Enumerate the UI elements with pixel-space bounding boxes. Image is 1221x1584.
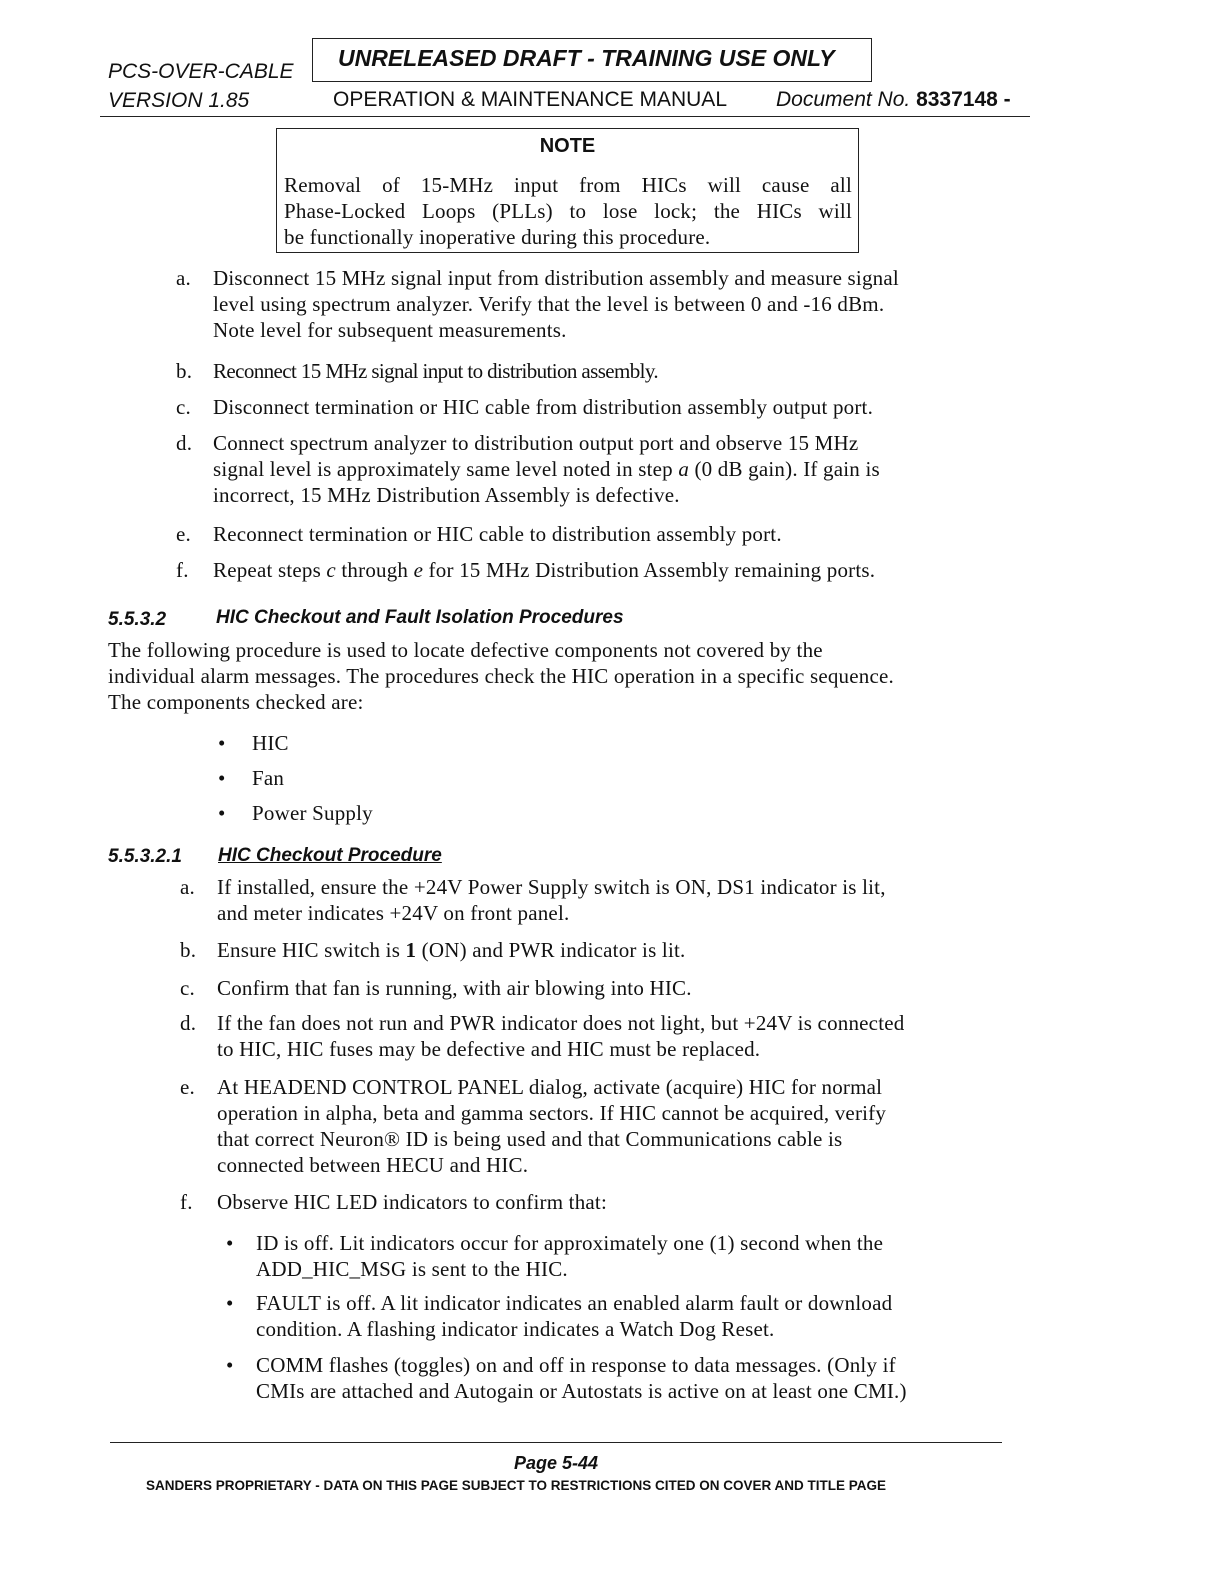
document-number [776, 88, 1011, 112]
step-line: Disconnect termination or HIC cable from distribution assembly output port. [213, 395, 874, 419]
step-ref: a [678, 457, 690, 481]
step-line: Disconnect 15 MHz signal input from distribution assembly and measure signal [213, 266, 899, 290]
step-letter: c. [176, 395, 191, 419]
step-ref: c [326, 558, 336, 582]
step-b [176, 358, 658, 384]
led-bullet-fault: • FAULT is off. A lit indicator indicates an enabled alarm fault or download condition. A flashing indicator indicates a Watch Dog Reset. [226, 1291, 893, 1341]
proprietary-notice: SANDERS PROPRIETARY - DATA ON THIS PAGE SUBJECT TO RESTRICTIONS CITED ON COVER AND TITLE PAGE [146, 1478, 887, 1493]
page-number: Page 5-44 [513, 1453, 599, 1473]
step-text: (ON) and PWR indicator is lit. [416, 938, 686, 962]
step-text: Repeat steps [213, 558, 327, 582]
bullet-line: ADD_HIC_MSG is sent to the HIC. [256, 1257, 568, 1281]
step-line: and meter indicates +24V on front panel. [217, 901, 570, 925]
step-line: operation in alpha, beta and gamma sectors. If HIC cannot be acquired, verify [217, 1101, 887, 1125]
step-letter: b. [180, 938, 197, 962]
step-text: (0 dB gain). If gain is [689, 457, 880, 481]
step-emph: 1 [405, 938, 417, 962]
step-line: Reconnect 15 MHz signal input to distribution assembly. [213, 359, 659, 383]
step-line: Confirm that fan is running, with air blowing into HIC. [217, 976, 692, 1000]
step-letter: e. [176, 522, 191, 546]
doc-number: 8337148 - [916, 88, 1011, 111]
step-c [176, 394, 873, 420]
step-letter: c. [180, 976, 195, 1000]
bullet-line: FAULT is off. A lit indicator indicates an enabled alarm fault or download [256, 1291, 893, 1315]
step-a [176, 265, 899, 343]
check-step-f [180, 1189, 607, 1215]
step-letter: b. [176, 359, 193, 383]
para-line: The components checked are: [108, 690, 364, 714]
step-line: level using spectrum analyzer. Verify that the level is between 0 and -16 dBm. [213, 292, 885, 316]
note-line: Removal of 15-MHz input from HICs will cause all [284, 173, 852, 197]
component-label: Fan [252, 766, 285, 790]
component-item: • HIC [218, 731, 289, 755]
step-letter: a. [180, 875, 195, 899]
step-d [176, 430, 880, 508]
note-title: NOTE [539, 135, 596, 157]
section-paragraph [108, 637, 894, 715]
step-line: connected between HECU and HIC. [217, 1153, 529, 1177]
step-line: Connect spectrum analyzer to distribution output port and observe 15 MHz [213, 431, 859, 455]
check-step-a [180, 874, 886, 926]
step-line: Note level for subsequent measurements. [213, 318, 567, 342]
section-number: 5.5.3.2 [108, 609, 167, 630]
step-text: Ensure HIC switch is [217, 938, 406, 962]
bullet-line: ID is off. Lit indicators occur for approximately one (1) second when the [256, 1231, 884, 1255]
para-line: individual alarm messages. The procedures check the HIC operation in a specific sequence. [108, 664, 894, 688]
check-step-b [180, 937, 685, 963]
step-letter: a. [176, 266, 191, 290]
check-step-e [180, 1074, 886, 1178]
note-line: be functionally inoperative during this procedure. [284, 225, 711, 249]
bullet-line: COMM flashes (toggles) on and off in response to data messages. (Only if [256, 1353, 896, 1377]
bullet-line: CMIs are attached and Autogain or Autostats is active on at least one CMI.) [256, 1379, 907, 1403]
step-f [176, 557, 875, 583]
para-line: The following procedure is used to locate defective components not covered by the [108, 638, 823, 662]
step-e [176, 521, 782, 547]
step-line: that correct Neuron® ID is being used and that Communications cable is [217, 1127, 843, 1151]
step-letter: d. [176, 431, 193, 455]
component-item: • Fan [218, 766, 285, 790]
led-bullet-id: • ID is off. Lit indicators occur for approximately one (1) second when the ADD_HIC_MSG is sent to the HIC. [226, 1231, 884, 1281]
component-label: HIC [252, 731, 289, 755]
led-bullet-comm: • COMM flashes (toggles) on and off in response to data messages. (Only if CMIs are attached and Autogain or Autostats is active on at least one CMI.) [226, 1353, 907, 1403]
step-letter: f. [176, 558, 189, 582]
step-text: through [335, 558, 414, 582]
note-line: Phase-Locked Loops (PLLs) to lose lock; the HICs will [284, 199, 852, 223]
step-line: Observe HIC LED indicators to confirm that: [217, 1190, 608, 1214]
step-line: Reconnect termination or HIC cable to distribution assembly port. [213, 522, 782, 546]
step-text: for 15 MHz Distribution Assembly remaining ports. [423, 558, 876, 582]
version-label: VERSION 1.85 [108, 89, 250, 112]
step-letter: d. [180, 1011, 197, 1035]
step-ref: e [413, 558, 424, 582]
product-name: PCS-OVER-CABLE [108, 60, 294, 83]
step-line: incorrect, 15 MHz Distribution Assembly is defective. [213, 483, 680, 507]
step-line: to HIC, HIC fuses may be defective and HIC must be replaced. [217, 1037, 761, 1061]
doc-label: Document No. [776, 88, 911, 111]
section-title: HIC Checkout and Fault Isolation Procedures [216, 607, 624, 628]
step-line: At HEADEND CONTROL PANEL dialog, activate (acquire) HIC for normal [217, 1075, 883, 1099]
step-letter: e. [180, 1075, 195, 1099]
step-letter: f. [180, 1190, 193, 1214]
check-step-c [180, 975, 692, 1001]
component-item: • Power Supply [218, 801, 373, 825]
footer-rule [110, 1442, 1002, 1443]
step-line: If the fan does not run and PWR indicator does not light, but +24V is connected [217, 1011, 905, 1035]
note-text [284, 172, 852, 250]
subsection-title: HIC Checkout Procedure [218, 845, 442, 866]
bullet-line: condition. A flashing indicator indicates a Watch Dog Reset. [256, 1317, 775, 1341]
check-step-d [180, 1010, 904, 1062]
header-rule [100, 116, 1030, 117]
subsection-number: 5.5.3.2.1 [108, 846, 182, 867]
step-line: If installed, ensure the +24V Power Supply switch is ON, DS1 indicator is lit, [217, 875, 886, 899]
manual-title: OPERATION & MAINTENANCE MANUAL [333, 88, 727, 111]
component-label: Power Supply [252, 801, 373, 825]
step-text: signal level is approximately same level noted in step [213, 457, 679, 481]
draft-banner: UNRELEASED DRAFT - TRAINING USE ONLY [338, 45, 835, 71]
